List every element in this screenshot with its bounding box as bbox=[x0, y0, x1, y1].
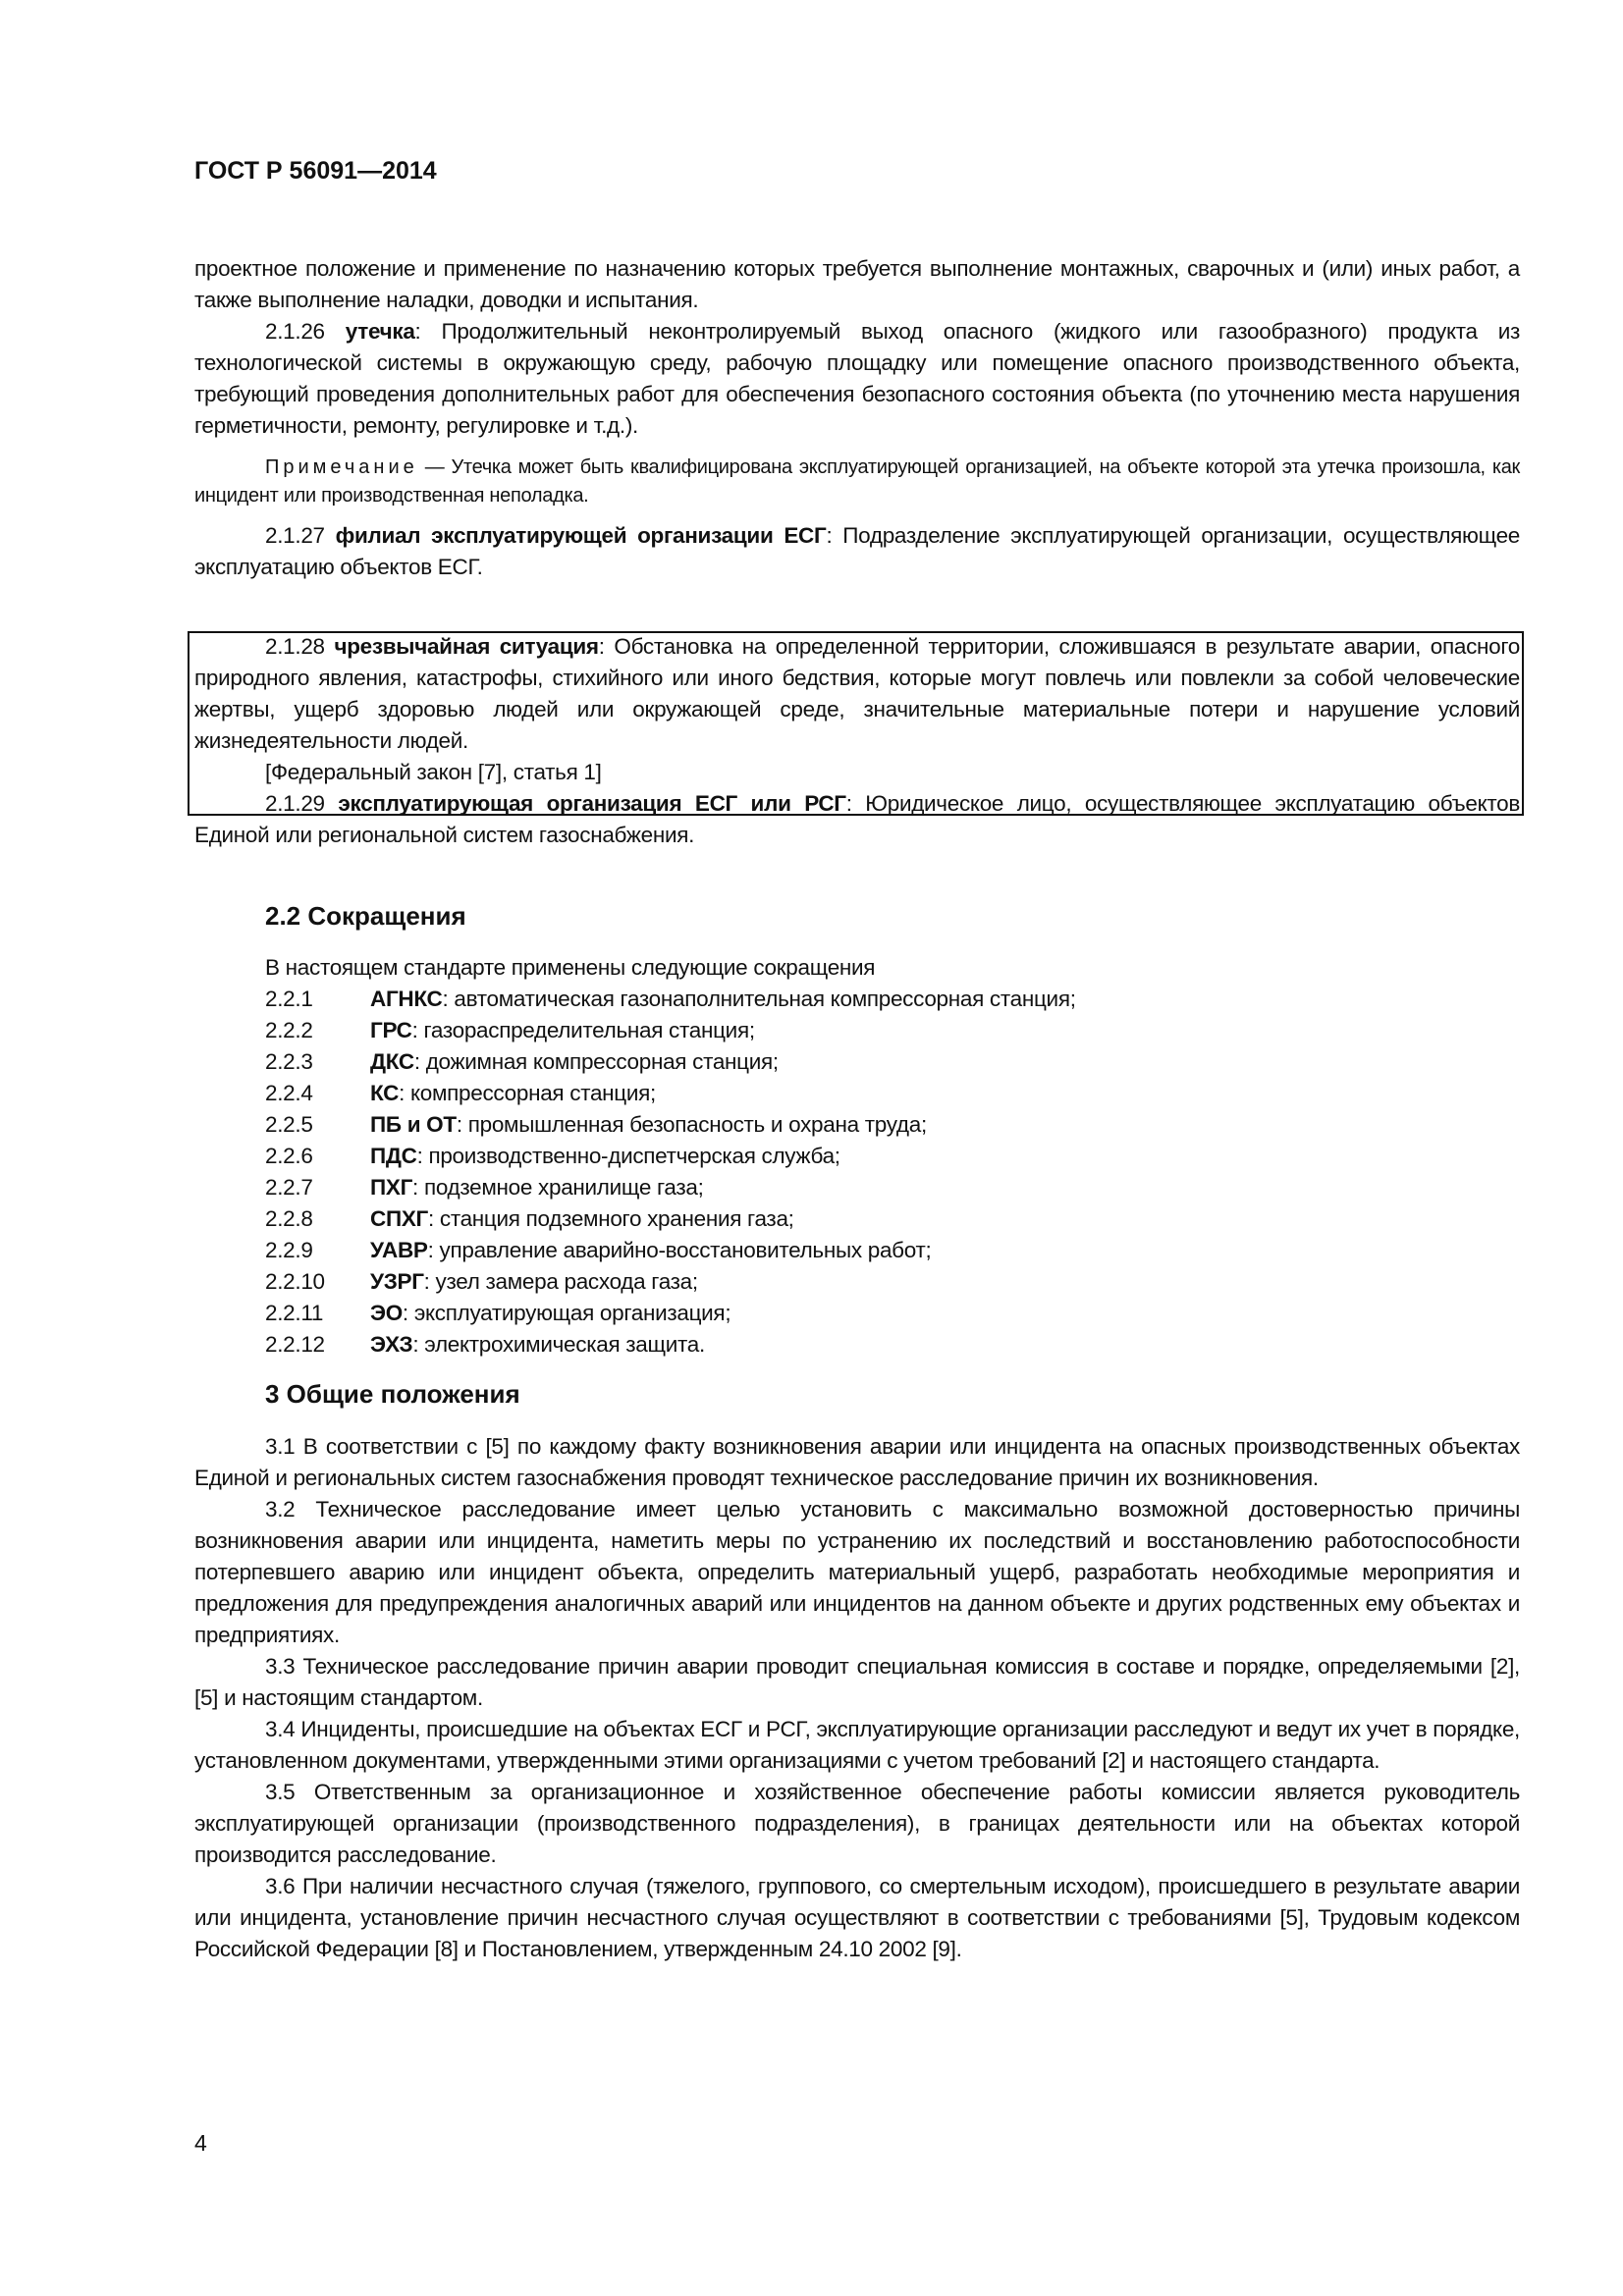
abbreviation-item: 2.2.8 СПХГ: станция подземного хранения газа; bbox=[265, 1206, 794, 1231]
abbreviation-item: 2.2.10 УЗРГ: узел замера расхода газа; bbox=[265, 1269, 698, 1294]
abbreviation-item: 2.2.7 ПХГ: подземное хранилище газа; bbox=[265, 1175, 704, 1200]
intro-paragraph: проектное положение и применение по назначению которых требуется выполнение монтажных, сварочных и (или) иных работ, а также выполнение наладки, доводки и испытания. bbox=[194, 256, 1520, 312]
abbreviation-item: 2.2.5 ПБ и ОТ: промышленная безопасность и охрана труда; bbox=[265, 1112, 927, 1137]
definitions-part2 bbox=[194, 631, 1520, 851]
section-2-2-heading: 2.2 Сокращения bbox=[265, 901, 466, 931]
note: Примечание — Утечка может быть квалифицирована эксплуатирующей организацией, на объекте которой эта утечка произошла, как инцидент или производственная неполадка. bbox=[194, 456, 1520, 507]
section-3-paragraph: 3.5 Ответственным за организационное и хозяйственное обеспечение работы комиссии является руководитель эксплуатирующей организации (производственного подразделения), в границах деятельности или на объектах которой производится расследование. bbox=[194, 1780, 1520, 1867]
abbreviations-lead: В настоящем стандарте применены следующие сокращения bbox=[265, 955, 876, 980]
section-3-paragraph: 3.6 При наличии несчастного случая (тяжелого, группового, со смертельным исходом), происшедшего в результате аварии или инцидента, установление причин несчастного случая осуществляют в соответствии с требованиями [5], Трудовым кодексом Российской Федерации [8] и Постановлением, утвержденным 24.10 2002 [9]. bbox=[194, 1874, 1520, 1961]
abbreviation-item: 2.2.11 ЭО: эксплуатирующая организация; bbox=[265, 1301, 731, 1325]
abbreviation-item: 2.2.3 ДКС: дожимная компрессорная станция; bbox=[265, 1049, 779, 1074]
section-3-paragraph: 3.3 Техническое расследование причин аварии проводит специальная комиссия в составе и порядке, определяемыми [2], [5] и настоящим стандартом. bbox=[194, 1654, 1520, 1710]
abbreviation-item: 2.2.6 ПДС: производственно-диспетчерская служба; bbox=[265, 1144, 840, 1168]
source-reference: [Федеральный закон [7], статья 1] bbox=[265, 760, 602, 784]
section-3-paragraph: 3.4 Инциденты, происшедшие на объектах ЕСГ и РСГ, эксплуатирующие организации расследуют и ведут их учет в порядке, установленном документами, утвержденными этими организациями с учетом требований [2] и настоящего стандарта. bbox=[194, 1717, 1520, 1773]
term-2-1-27: 2.1.27 филиал эксплуатирующей организации ЕСГ: Подразделение эксплуатирующей организации, осуществляющее эксплуатацию объектов ЕСГ. bbox=[194, 523, 1520, 579]
abbreviation-item: 2.2.1 АГНКС: автоматическая газонаполнительная компрессорная станция; bbox=[265, 987, 1076, 1011]
abbreviation-item: 2.2.4 КС: компрессорная станция; bbox=[265, 1081, 656, 1105]
abbreviations-list bbox=[265, 952, 1522, 1361]
term-2-1-29: 2.1.29 эксплуатирующая организация ЕСГ или РСГ: Юридическое лицо, осуществляющее эксплуатацию объектов Единой или региональной систем газоснабжения. bbox=[194, 791, 1521, 847]
abbreviation-item: 2.2.2 ГРС: газораспределительная станция; bbox=[265, 1018, 755, 1042]
abbreviation-item: 2.2.12 ЭХЗ: электрохимическая защита. bbox=[265, 1332, 705, 1357]
definitions-part1 bbox=[194, 253, 1520, 583]
section-3-paragraph: 3.2 Техническое расследование имеет целью установить с максимально возможной достоверностью причины возникновения аварии или инцидента, наметить меры по устранению их последствий и восстановлению работоспособности потерпевшего аварию или инцидент объекта, определить материальный ущерб, разработать необходимые мероприятия и предложения для предупреждения аналогичных аварий или инцидентов на данном объекте и других родственных ему объектах и предприятиях. bbox=[194, 1497, 1520, 1647]
term-2-1-28: 2.1.28 чрезвычайная ситуация: Обстановка на определенной территории, сложившаяся в результате аварии, опасного природного явления, катастрофы, стихийного или иного бедствия, которые могут повлечь или повлекли за собой человеческие жертвы, ущерб здоровью людей или окружающей среде, значительные материальные потери и нарушение условий жизнедеятельности людей. bbox=[194, 634, 1521, 753]
section-3-paragraph: 3.1 В соответствии с [5] по каждому факту возникновения аварии или инцидента на опасных производственных объектах Единой и региональных систем газоснабжения проводят техническое расследование причин их возникновения. bbox=[194, 1434, 1520, 1490]
page-number: 4 bbox=[194, 2130, 207, 2156]
document-header: ГОСТ Р 56091—2014 bbox=[194, 157, 437, 185]
term-2-1-26: 2.1.26 утечка: Продолжительный неконтролируемый выход опасного (жидкого или газообразного) продукта из технологической системы в окружающую среду, рабочую площадку или помещение опасного производственного объекта, требующий проведения дополнительных работ для обеспечения безопасного состояния объекта (по уточнению места нарушения герметичности, ремонту, регулировке и т.д.). bbox=[194, 319, 1520, 438]
abbreviation-item: 2.2.9 УАВР: управление аварийно-восстановительных работ; bbox=[265, 1238, 932, 1262]
section-3-body bbox=[194, 1431, 1520, 1965]
section-3-heading: 3 Общие положения bbox=[265, 1379, 520, 1409]
